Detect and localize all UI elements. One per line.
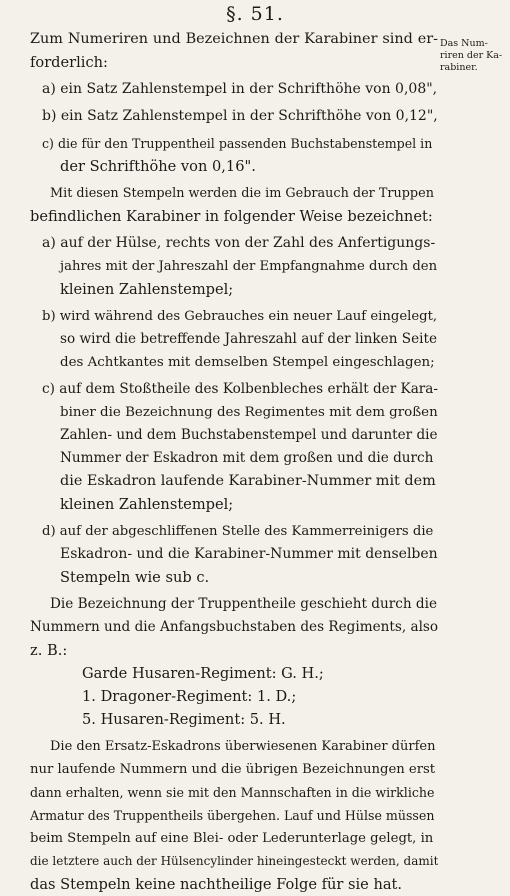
list2-item-c-cont: Zahlen- und dem Buchstabenstempel und darunter die: [60, 427, 438, 443]
para4-line: das Stempeln keine nachtheilige Folge für sie hat.: [30, 876, 403, 893]
para3-line: z. B.:: [30, 642, 68, 659]
list1-item-c: c) die für den Truppentheil passenden Buchstabenstempel in: [42, 136, 433, 151]
list2-item-b: b) wird während des Gebrauches ein neuer Lauf eingelegt,: [42, 309, 438, 324]
para4-line: dann erhalten, wenn sie mit den Mannschaften in die wirkliche: [30, 785, 435, 800]
list1-item-b: b) ein Satz Zahlenstempel in der Schrifthöhe von 0,12",: [42, 108, 438, 124]
list2-item-a: a) auf der Hülse, rechts von der Zahl des Anfertigungs-: [42, 235, 436, 251]
margin-note-line: Das Num-: [440, 38, 488, 49]
list2-item-c-cont: biner die Bezeichnung des Regimentes mit dem großen: [60, 405, 438, 420]
intro-line: forderlich:: [30, 54, 108, 71]
list2-item-c: c) auf dem Stoßtheile des Kolbenbleches erhält der Kara-: [42, 381, 438, 397]
para2-line: Mit diesen Stempeln werden die im Gebrauch der Truppen: [50, 186, 434, 201]
example-line: 1. Dragoner-Regiment: 1. D.;: [82, 688, 297, 705]
example-line: 5. Husaren-Regiment: 5. H.: [82, 711, 286, 728]
list2-item-b-cont: des Achtkantes mit demselben Stempel eingeschlagen;: [60, 355, 435, 370]
margin-note-line: riren der Ka-: [440, 50, 503, 61]
section-heading: §. 51.: [226, 3, 284, 25]
para2-line: befindlichen Karabiner in folgender Weise bezeichnet:: [30, 208, 433, 225]
margin-note-line: rabiner.: [440, 62, 478, 73]
para4-line: Die den Ersatz-Eskadrons überwiesenen Karabiner dürfen: [50, 739, 436, 754]
example-line: Garde Husaren-Regiment: G. H.;: [82, 665, 324, 682]
list2-item-c-cont: die Eskadron laufende Karabiner-Nummer mit dem: [60, 473, 436, 489]
list1-item-a: a) ein Satz Zahlenstempel in der Schrifthöhe von 0,08",: [42, 81, 438, 97]
margin-note: [440, 38, 508, 74]
list2-item-b-cont: so wird die betreffende Jahreszahl auf der linken Seite: [60, 331, 437, 347]
para4-line: die letztere auch der Hülsencylinder hineingesteckt werden, damit: [30, 854, 438, 868]
para3-line: Die Bezeichnung der Truppentheile geschieht durch die: [50, 596, 438, 612]
para4-line: beim Stempeln auf eine Blei- oder Lederunterlage gelegt, in: [30, 831, 434, 846]
list2-item-a-cont: jahres mit der Jahreszahl der Empfangnahme durch den: [60, 259, 438, 274]
body-text: [30, 28, 438, 896]
list2-item-c-cont: kleinen Zahlenstempel;: [60, 496, 234, 513]
list2-item-a-cont: kleinen Zahlenstempel;: [60, 281, 234, 298]
para3-line: Nummern und die Anfangsbuchstaben des Regiments, also: [30, 619, 438, 635]
list2-item-d: d) auf der abgeschliffenen Stelle des Kammerreinigers die: [42, 524, 434, 539]
intro-line: Zum Numeriren und Bezeichnen der Karabiner sind er-: [30, 31, 438, 47]
para4-line: nur laufende Nummern und die übrigen Bezeichnungen erst: [30, 762, 436, 777]
list2-item-c-cont: Nummer der Eskadron mit dem großen und die durch: [60, 450, 434, 466]
para4-line: Armatur des Truppentheils übergehen. Lauf und Hülse müssen: [30, 808, 435, 823]
list1-item-c-cont: der Schrifthöhe von 0,16".: [60, 158, 256, 175]
list2-item-d-cont: Stempeln wie sub c.: [60, 569, 210, 586]
list2-item-d-cont: Eskadron- und die Karabiner-Nummer mit denselben: [60, 546, 438, 562]
